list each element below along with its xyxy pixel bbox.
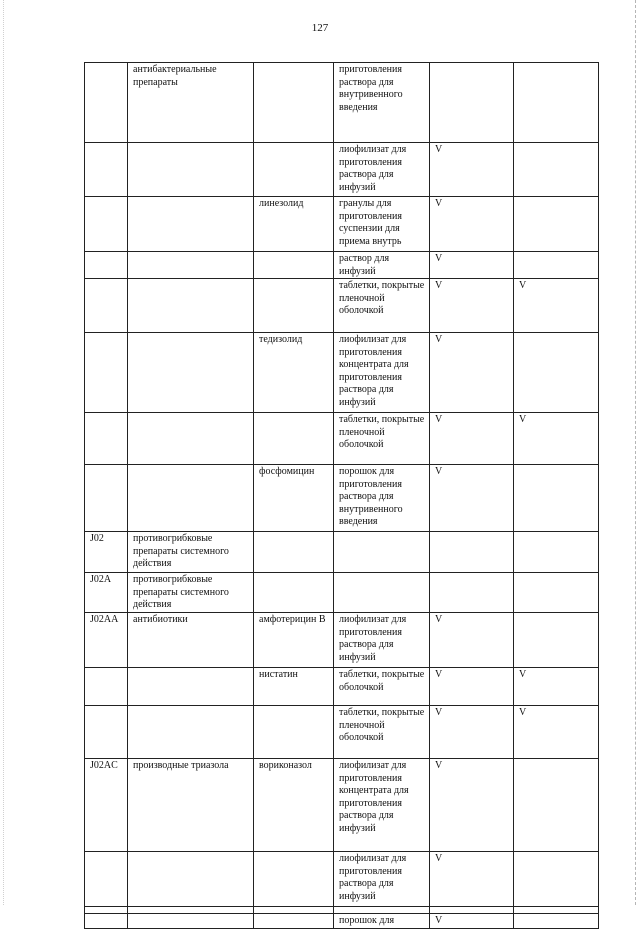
mark-cell-2 (514, 465, 599, 532)
dosage-form-cell: таблетки, покрытые оболочкой (334, 668, 430, 706)
table-row (85, 413, 599, 465)
group-cell (128, 907, 254, 914)
page-number: 127 (311, 22, 329, 34)
group-cell: антибактериальные препараты (128, 63, 254, 143)
atc-code-cell (85, 852, 128, 907)
atc-code-cell (85, 907, 128, 914)
table-row (85, 197, 599, 252)
mark-cell-1: V (430, 279, 514, 333)
table-row (85, 465, 599, 532)
table-row (85, 852, 599, 907)
dosage-form-cell: порошок для (334, 914, 430, 929)
mark-cell-1: V (430, 333, 514, 413)
drug-name-cell (254, 852, 334, 907)
dosage-form-cell: порошок для приготовления раствора для внутривенного введения (334, 465, 430, 532)
group-cell: антибиотики (128, 613, 254, 668)
mark-cell-1: V (430, 613, 514, 668)
dosage-form-cell: раствор для инфузий (334, 252, 430, 279)
table-row (85, 907, 599, 914)
mark-cell-2 (514, 613, 599, 668)
scan-left-edge (3, 0, 5, 905)
mark-cell-1 (430, 907, 514, 914)
medicine-table (84, 62, 599, 929)
atc-code-cell: J02AC (85, 759, 128, 852)
atc-code-cell (85, 706, 128, 759)
scan-right-edge (634, 0, 636, 905)
mark-cell-2: V (514, 279, 599, 333)
dosage-form-cell (334, 573, 430, 613)
table-row (85, 759, 599, 852)
dosage-form-cell: лиофилизат для приготовления раствора для инфузий (334, 852, 430, 907)
mark-cell-1: V (430, 706, 514, 759)
table-row (85, 668, 599, 706)
drug-name-cell (254, 532, 334, 573)
dosage-form-cell: лиофилизат для приготовления концентрата для приготовления раствора для инфузий (334, 759, 430, 852)
dosage-form-cell: таблетки, покрытые пленочной оболочкой (334, 706, 430, 759)
drug-name-cell: амфотерицин В (254, 613, 334, 668)
mark-cell-1 (430, 573, 514, 613)
group-cell (128, 465, 254, 532)
mark-cell-2: V (514, 706, 599, 759)
dosage-form-cell: таблетки, покрытые пленочной оболочкой (334, 279, 430, 333)
table-row (85, 706, 599, 759)
atc-code-cell: J02A (85, 573, 128, 613)
dosage-form-cell: лиофилизат для приготовления раствора для инфузий (334, 143, 430, 197)
atc-code-cell (85, 914, 128, 929)
table-row (85, 613, 599, 668)
drug-name-cell (254, 252, 334, 279)
mark-cell-1 (430, 532, 514, 573)
mark-cell-1: V (430, 852, 514, 907)
mark-cell-2 (514, 914, 599, 929)
mark-cell-1: V (430, 759, 514, 852)
drug-name-cell (254, 573, 334, 613)
mark-cell-1 (430, 63, 514, 143)
group-cell (128, 197, 254, 252)
mark-cell-1: V (430, 465, 514, 532)
mark-cell-2: V (514, 668, 599, 706)
drug-name-cell: фосфомицин (254, 465, 334, 532)
atc-code-cell (85, 252, 128, 279)
atc-code-cell (85, 197, 128, 252)
table-row (85, 573, 599, 613)
mark-cell-2 (514, 252, 599, 279)
atc-code-cell (85, 279, 128, 333)
dosage-form-cell: лиофилизат для приготовления концентрата для приготовления раствора для инфузий (334, 333, 430, 413)
group-cell (128, 333, 254, 413)
table-row (85, 914, 599, 929)
dosage-form-cell: лиофилизат для приготовления раствора для инфузий (334, 613, 430, 668)
mark-cell-2 (514, 197, 599, 252)
mark-cell-2 (514, 573, 599, 613)
mark-cell-1: V (430, 252, 514, 279)
mark-cell-1: V (430, 413, 514, 465)
table-row (85, 63, 599, 143)
group-cell: производные триазола (128, 759, 254, 852)
group-cell: противогрибковые препараты системного действия (128, 573, 254, 613)
atc-code-cell: J02 (85, 532, 128, 573)
dosage-form-cell (334, 907, 430, 914)
group-cell (128, 914, 254, 929)
drug-name-cell (254, 143, 334, 197)
atc-code-cell (85, 413, 128, 465)
table-row (85, 252, 599, 279)
atc-code-cell: J02AA (85, 613, 128, 668)
drug-name-cell (254, 907, 334, 914)
atc-code-cell (85, 465, 128, 532)
mark-cell-2 (514, 759, 599, 852)
drug-name-cell (254, 914, 334, 929)
mark-cell-2 (514, 907, 599, 914)
mark-cell-2 (514, 143, 599, 197)
table-row (85, 532, 599, 573)
mark-cell-2 (514, 63, 599, 143)
drug-name-cell: тедизолид (254, 333, 334, 413)
group-cell: противогрибковые препараты системного действия (128, 532, 254, 573)
mark-cell-1: V (430, 914, 514, 929)
drug-name-cell: вориконазол (254, 759, 334, 852)
dosage-form-cell: таблетки, покрытые пленочной оболочкой (334, 413, 430, 465)
drug-name-cell (254, 63, 334, 143)
atc-code-cell (85, 333, 128, 413)
group-cell (128, 706, 254, 759)
group-cell (128, 413, 254, 465)
group-cell (128, 143, 254, 197)
dosage-form-cell: гранулы для приготовления суспензии для приема внутрь (334, 197, 430, 252)
mark-cell-2: V (514, 413, 599, 465)
group-cell (128, 252, 254, 279)
atc-code-cell (85, 668, 128, 706)
drug-name-cell (254, 279, 334, 333)
drug-name-cell: нистатин (254, 668, 334, 706)
dosage-form-cell: приготовления раствора для внутривенного введения (334, 63, 430, 143)
table-row (85, 143, 599, 197)
mark-cell-1: V (430, 668, 514, 706)
table-row (85, 333, 599, 413)
drug-name-cell (254, 413, 334, 465)
group-cell (128, 852, 254, 907)
dosage-form-cell (334, 532, 430, 573)
group-cell (128, 279, 254, 333)
atc-code-cell (85, 143, 128, 197)
mark-cell-2 (514, 852, 599, 907)
drug-name-cell: линезолид (254, 197, 334, 252)
drug-name-cell (254, 706, 334, 759)
mark-cell-1: V (430, 197, 514, 252)
mark-cell-2 (514, 333, 599, 413)
mark-cell-1: V (430, 143, 514, 197)
table-row (85, 279, 599, 333)
group-cell (128, 668, 254, 706)
atc-code-cell (85, 63, 128, 143)
mark-cell-2 (514, 532, 599, 573)
